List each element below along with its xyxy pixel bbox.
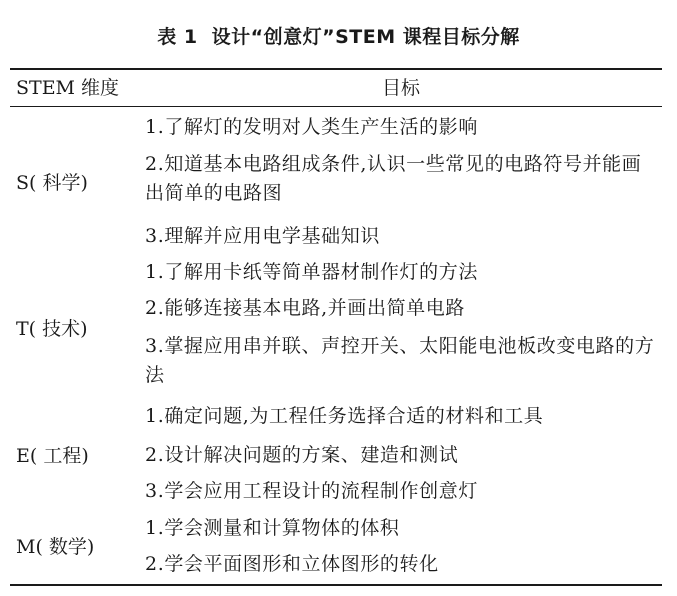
table-title: 设计“创意灯”STEM 课程目标分解 (211, 26, 520, 48)
top-rule (10, 68, 662, 70)
goal-item: 1.确定问题,为工程任务选择合适的材料和工具 (145, 405, 544, 427)
goal-item: 3.学会应用工程设计的流程制作创意灯 (145, 480, 478, 502)
goal-item: 2.能够连接基本电路,并画出简单电路 (145, 297, 465, 319)
goal-item: 2.设计解决问题的方案、建造和测试 (145, 444, 459, 466)
goal-item: 3.理解并应用电学基础知识 (145, 225, 380, 247)
goal-item: 2.知道基本电路组成条件,认识一些常见的电路符号并能画出简单的电路图 (145, 153, 642, 204)
dimension-engineering: E( 工程) (16, 445, 89, 467)
bottom-rule (10, 584, 662, 586)
dimension-technology: T( 技术) (16, 318, 88, 340)
table-number: 表 1 (157, 26, 198, 48)
header-dimension: STEM 维度 (16, 77, 120, 99)
header-rule (10, 106, 662, 107)
table-caption (0, 22, 677, 49)
goal-item: 2.学会平面图形和立体图形的转化 (145, 553, 439, 575)
goal-item: 1.学会测量和计算物体的体积 (145, 517, 400, 539)
goal-item: 1.了解灯的发明对人类生产生活的影响 (145, 116, 478, 138)
header-goal: 目标 (381, 77, 420, 99)
dimension-math: M( 数学) (16, 536, 95, 558)
goal-item: 1.了解用卡纸等简单器材制作灯的方法 (145, 261, 478, 283)
dimension-science: S( 科学) (16, 172, 88, 194)
goal-item: 3.掌握应用串并联、声控开关、太阳能电池板改变电路的方法 (145, 335, 655, 386)
